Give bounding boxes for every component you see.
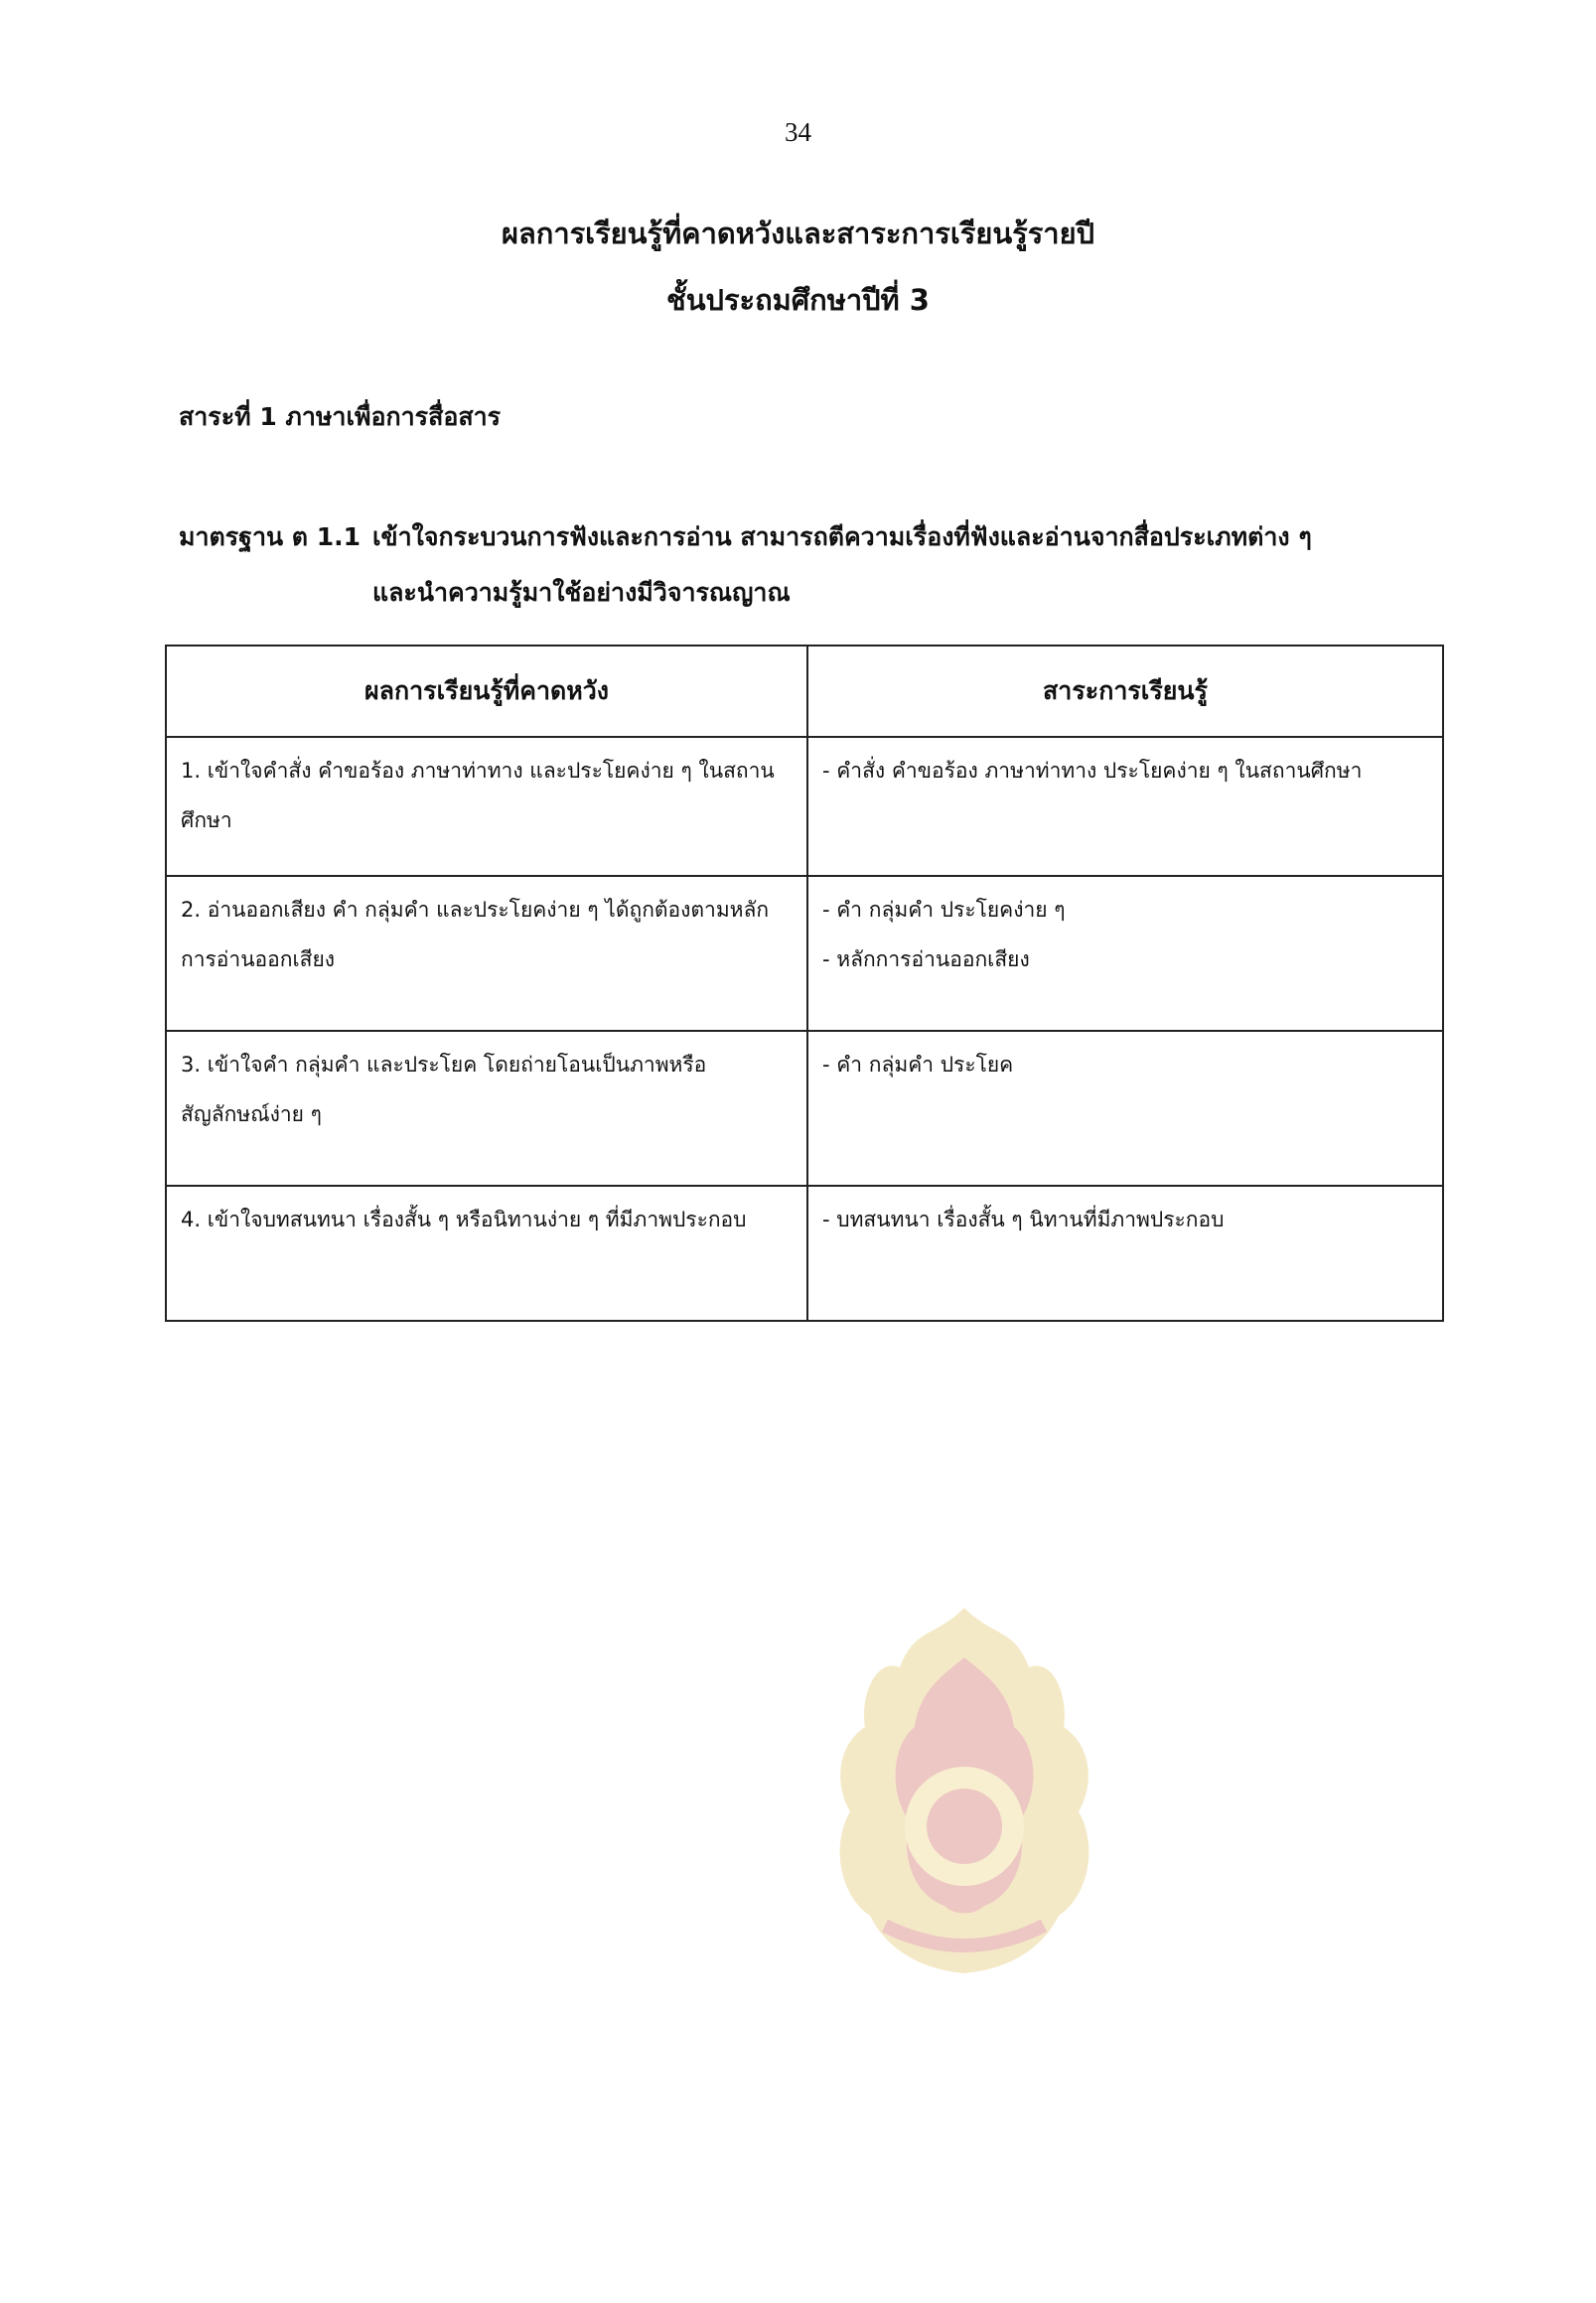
outcomes-table-container [165,645,1444,1316]
outcomes-table [165,645,1444,1322]
standard-block [179,509,1460,621]
page-number: 34 [785,117,811,147]
standard-text-1: เข้าใจกระบวนการฟังและการอ่าน สามารถตีความเรื่องที่ฟังและอ่านจากสื่อประเภทต่าง ๆ [372,522,1312,551]
document-title: ผลการเรียนรู้ที่คาดหวังและสาระการเรียนรู้รายปี [502,216,1094,250]
subject-heading: สาระที่ 1 ภาษาเพื่อการสื่อสาร [179,402,502,431]
outcome-cell: 2. อ่านออกเสียง คำ กลุ่มคำ และประโยคง่าย ๆ ได้ถูกต้องตามหลักการอ่านออกเสียง [166,876,807,1031]
content-cell [807,1186,1443,1321]
content-item: - คำสั่ง คำขอร้อง ภาษาท่าทาง ประโยคง่าย ๆ ในสถานศึกษา [822,759,1363,783]
emblem-watermark-icon [825,1598,1103,1980]
document-subtitle: ชั้นประถมศึกษาปีที่ 3 [666,283,930,317]
outcome-cell: 3. เข้าใจคำ กลุ่มคำ และประโยค โดยถ่ายโอนเป็นภาพหรือสัญลักษณ์ง่าย ๆ [166,1031,807,1186]
table-row [166,1186,1443,1321]
header-learning-content: สาระการเรียนรู้ [807,646,1443,737]
content-cell [807,876,1443,1031]
outcome-cell: 4. เข้าใจบทสนทนา เรื่องสั้น ๆ หรือนิทานง่าย ๆ ที่มีภาพประกอบ [166,1186,807,1321]
content-item: - คำ กลุ่มคำ ประโยค [822,1053,1014,1077]
table-row [166,876,1443,1031]
table-row [166,737,1443,876]
content-cell [807,737,1443,876]
header-expected-outcomes: ผลการเรียนรู้ที่คาดหวัง [166,646,807,737]
standard-line-2: และนำความรู้มาใช้อย่างมีวิจารณญาณ [372,578,791,607]
content-item: - หลักการอ่านออกเสียง [822,947,1030,971]
standard-line-1 [179,509,1460,565]
table-row [166,1031,1443,1186]
content-item: - คำ กลุ่มคำ ประโยคง่าย ๆ [822,898,1066,922]
table-header-row [166,646,1443,737]
outcome-cell: 1. เข้าใจคำสั่ง คำขอร้อง ภาษาท่าทาง และประโยคง่าย ๆ ในสถานศึกษา [166,737,807,876]
standard-label: มาตรฐาน ต 1.1 [179,522,362,551]
content-item: - บทสนทนา เรื่องสั้น ๆ นิทานที่มีภาพประกอบ [822,1208,1225,1231]
content-cell [807,1031,1443,1186]
